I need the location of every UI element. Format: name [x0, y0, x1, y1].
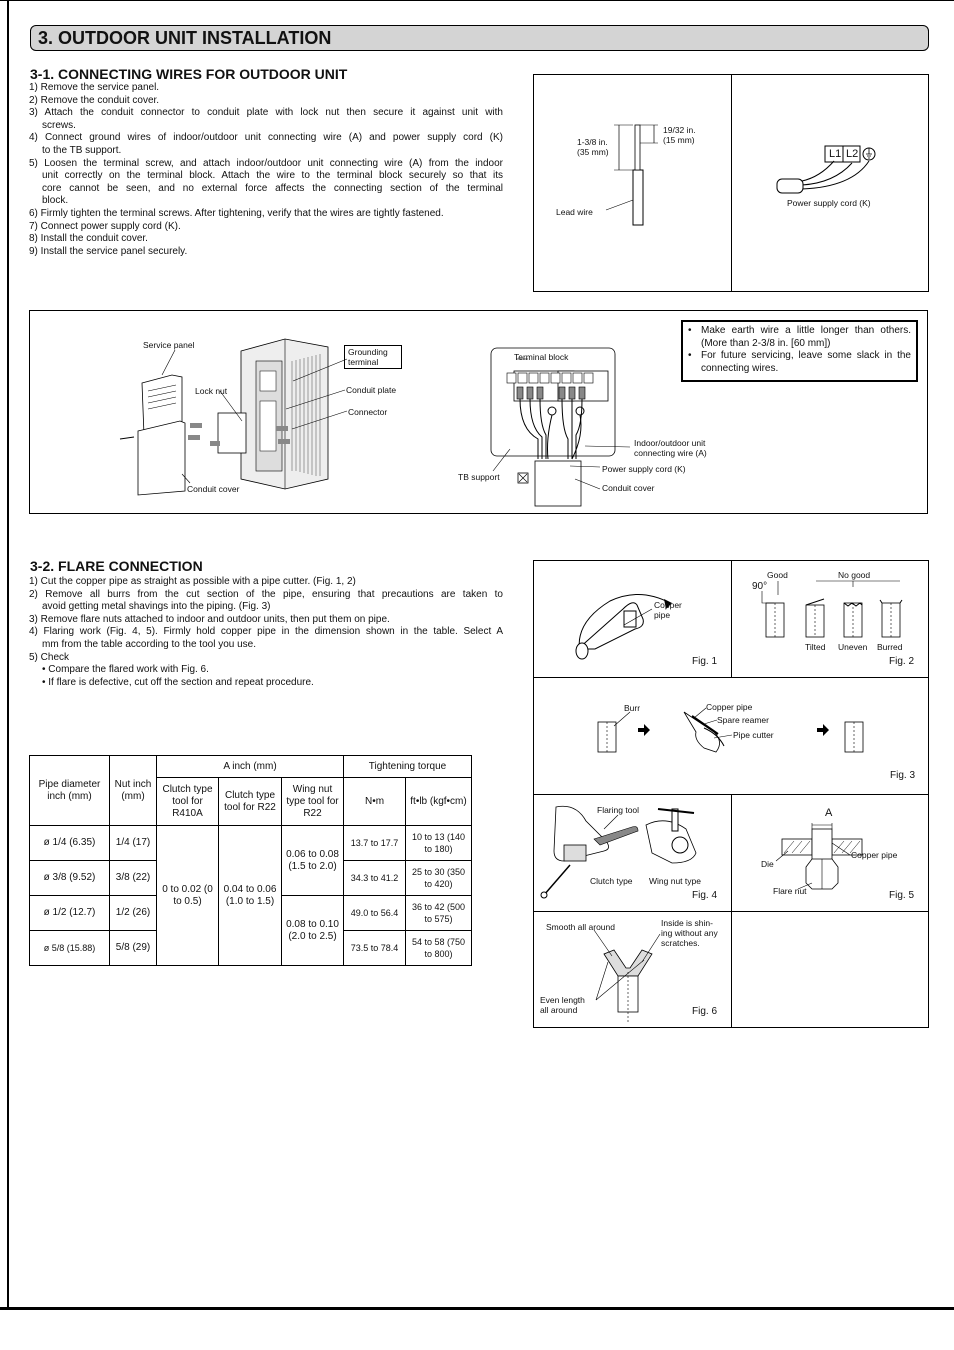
bottom-rule [0, 1307, 954, 1310]
flare-step-2: 2) Remove all burrs from the cut section of the pipe, ensuring that precautions are taken to [29, 588, 503, 600]
fig5-nut-label: Flare nut [773, 886, 807, 896]
fig6-caption: Fig. 6 [692, 1006, 718, 1017]
flare-check-1: • Compare the flared work with Fig. 6. [42, 664, 209, 676]
flare-step-4-cont: mm from the table according to the tool you use. [42, 638, 256, 650]
fig3-caption: Fig. 3 [890, 770, 916, 781]
step-5-cont-2: core cannot be seen, and no external force affects the connecting section of the terminal [42, 182, 503, 194]
wiring-notes-box [681, 320, 918, 382]
step-1: 1) Remove the service panel. [29, 82, 160, 93]
step-3-cont: screws. [42, 119, 76, 131]
th-clutch-r22: Clutch type tool for R22 [219, 778, 282, 826]
cell-nut-1: 1/4 (17) [110, 826, 157, 861]
connector-label: Connector [348, 407, 388, 417]
cell-nut-2: 3/8 (22) [110, 861, 157, 896]
cell-nm-1: 13.7 to 17.7 [344, 826, 406, 861]
fig6-inside-label-3: scratches. [661, 938, 700, 948]
cell-nut-4: 5/8 (29) [110, 931, 157, 966]
fig4-clutch-label: Clutch type [590, 876, 633, 886]
conduit-cover-label-unit: Conduit cover [187, 484, 240, 494]
terminal-block-label: Terminal block [514, 352, 569, 362]
cell-pipe-4: ø 5/8 (15.88) [30, 931, 110, 966]
lead-wire-drawing [534, 75, 733, 293]
fig6-inside-label-2: ing without any [661, 928, 718, 938]
fig3-cutter-label: Pipe cutter [733, 730, 774, 740]
th-clutch-r410a: Clutch type tool for R410A [157, 778, 219, 826]
dim-15mm-mm: (15 mm) [663, 135, 695, 145]
fig6-even-label: Even length [540, 995, 585, 1005]
cell-pipe-3: ø 1/2 (12.7) [30, 896, 110, 931]
l1-terminal: L1 [829, 148, 842, 160]
cell-ftlb-1: 10 to 13 (140 to 180) [406, 826, 472, 861]
connecting-wire-label: Indoor/outdoor unit [634, 438, 706, 448]
fig2-tilted-label: Tilted [805, 642, 826, 652]
grounding-terminal-box [344, 345, 402, 369]
fig4-flaring-label: Flaring tool [597, 805, 640, 815]
grounding-terminal-label: Grounding [348, 347, 388, 357]
step-5-cont-1: unit correctly on the terminal block. Attach the wire to the terminal block securely so that its [42, 170, 503, 182]
fig-3-drawing [534, 678, 930, 796]
left-margin-rule [7, 0, 9, 1308]
section-3-2-heading: 3-2. FLARE CONNECTION [30, 558, 203, 574]
fig6-even-label-2: all around [540, 1005, 578, 1015]
top-rule [0, 0, 954, 1]
l2-terminal: L2 [846, 148, 859, 160]
step-4: 4) Connect ground wires of indoor/outdoor unit connecting wire (A) and power supply cord (K) [29, 132, 503, 144]
section-3-2-steps [29, 576, 503, 689]
lead-wire-figure [533, 74, 732, 292]
note-earth-wire: • Make earth wire a little longer than others. (More than 2-3/8 in. [60 mm]) [688, 325, 911, 350]
step-2: 2) Remove the conduit cover. [29, 94, 160, 106]
fig-3-panel [533, 677, 929, 795]
fig-6-panel [533, 911, 732, 1028]
conduit-cover-label-tb: Conduit cover [602, 483, 655, 493]
fig-2-panel [731, 560, 929, 678]
step-5: 5) Loosen the terminal screw, and attach indoor/outdoor unit connecting wire (A) from the indoor [29, 157, 503, 169]
cell-clutch-r410a: 0 to 0.02 (0 to 0.5) [157, 826, 219, 966]
fig3-reamer-label: Spare reamer [717, 715, 769, 725]
th-a: A inch (mm) [157, 756, 344, 778]
step-8: 8) Install the conduit cover. [29, 233, 148, 245]
dim-15mm-inch: 19/32 in. [663, 125, 696, 135]
step-4-cont: to the TB support. [42, 144, 122, 156]
flare-step-5: 5) Check [29, 651, 70, 663]
service-panel-label: Service panel [143, 340, 195, 350]
lead-wire-label: Lead wire [556, 207, 593, 217]
step-9: 9) Install the service panel securely. [29, 245, 188, 257]
fig5-caption: Fig. 5 [889, 890, 915, 901]
fig2-uneven-label: Uneven [838, 642, 868, 652]
dim-35mm-inch: 1-3/8 in. [577, 137, 608, 147]
cell-nm-2: 34.3 to 41.2 [344, 861, 406, 896]
power-cord-drawing [732, 75, 930, 293]
step-7: 7) Connect power supply cord (K). [29, 220, 181, 232]
power-cord-label: Power supply cord (K) [787, 198, 871, 208]
flare-check-2: • If flare is defective, cut off the section and repeat procedure. [42, 676, 314, 688]
step-5-cont-3: block. [42, 195, 69, 207]
cell-nm-4: 73.5 to 78.4 [344, 931, 406, 966]
flare-step-1: 1) Cut the copper pipe as straight as possible with a pipe cutter. (Fig. 1, 2) [29, 576, 356, 587]
cell-wing-a: 0.06 to 0.08 (1.5 to 2.0) [282, 826, 344, 896]
cell-ftlb-3: 36 to 42 (500 to 575) [406, 896, 472, 931]
flare-step-3: 3) Remove flare nuts attached to indoor and outdoor units, then put them on pipe. [29, 613, 390, 625]
fig2-nogood-label: No good [838, 570, 871, 580]
page-title-bar [30, 25, 929, 51]
fig1-caption: Fig. 1 [692, 656, 718, 667]
fig5-a-label: A [825, 807, 833, 819]
power-cord-k-label: Power supply cord (K) [602, 464, 686, 474]
fig4-caption: Fig. 4 [692, 890, 718, 901]
note-slack: • For future servicing, leave some slack in the connecting wires. [688, 350, 911, 375]
th-torque: Tightening torque [344, 756, 472, 778]
fig1-copper-label-2: pipe [654, 610, 671, 620]
cell-nm-3: 49.0 to 56.4 [344, 896, 406, 931]
grounding-terminal-label-2: terminal [348, 357, 379, 367]
fig2-good-label: Good [767, 570, 788, 580]
fig2-90deg-label: 90° [752, 581, 768, 592]
step-3: 3) Attach the conduit connector to conduit plate with lock nut then secure it against unit with [29, 107, 503, 119]
cell-pipe-2: ø 3/8 (9.52) [30, 861, 110, 896]
th-wing-r22: Wing nut type tool for R22 [282, 778, 344, 826]
section-3-1-heading: 3-1. CONNECTING WIRES FOR OUTDOOR UNIT [30, 66, 348, 82]
fig3-burr-label: Burr [624, 703, 641, 713]
cell-wing-b: 0.08 to 0.10 (2.0 to 2.5) [282, 896, 344, 966]
th-nut: Nut inch (mm) [110, 756, 157, 826]
fig-1-panel [533, 560, 732, 678]
flare-step-4: 4) Flaring work (Fig. 4, 5). Firmly hold copper pipe in the dimension shown in the table. Select A [29, 626, 503, 638]
cell-ftlb-4: 54 to 58 (750 to 800) [406, 931, 472, 966]
fig4-wing-label: Wing nut type [649, 876, 701, 886]
fig2-caption: Fig. 2 [889, 656, 915, 667]
step-6: 6) Firmly tighten the terminal screws. After tightening, verify that the wires are tightly fastened. [29, 207, 444, 219]
fig5-die-label: Die [761, 859, 774, 869]
fig2-burred-label: Burred [877, 642, 903, 652]
cell-nut-3: 1/2 (26) [110, 896, 157, 931]
lock-nut-label: Lock nut [195, 386, 228, 396]
fig6-smooth-label: Smooth all around [546, 922, 615, 932]
empty-figure-panel [731, 911, 929, 1028]
conduit-plate-label: Conduit plate [346, 385, 397, 395]
section-3-1-steps [29, 82, 503, 258]
fig5-copper-label: Copper pipe [851, 850, 898, 860]
connecting-wire-label-2: connecting wire (A) [634, 448, 707, 458]
dim-35mm-mm: (35 mm) [577, 147, 609, 157]
tb-support-label: TB support [458, 472, 500, 482]
fig-4-panel [533, 794, 732, 912]
cell-pipe-1: ø 1/4 (6.35) [30, 826, 110, 861]
th-nm: N•m [344, 778, 406, 826]
flare-step-2-cont: avoid getting metal shavings into the piping. (Fig. 3) [42, 601, 271, 613]
th-pipe-diameter: Pipe diameter inch (mm) [30, 756, 110, 826]
fig-5-panel [731, 794, 929, 912]
fig6-inside-label: Inside is shin- [661, 918, 713, 928]
fig1-copper-label: Copper [654, 600, 682, 610]
page-title: 3. OUTDOOR UNIT INSTALLATION [38, 28, 332, 48]
th-ftlb: ft•lb (kgf•cm) [406, 778, 472, 826]
power-cord-figure [731, 74, 929, 292]
flare-spec-table [29, 755, 472, 966]
fig3-copper-label: Copper pipe [706, 702, 753, 712]
cell-ftlb-2: 25 to 30 (350 to 420) [406, 861, 472, 896]
cell-clutch-r22: 0.04 to 0.06 (1.0 to 1.5) [219, 826, 282, 966]
